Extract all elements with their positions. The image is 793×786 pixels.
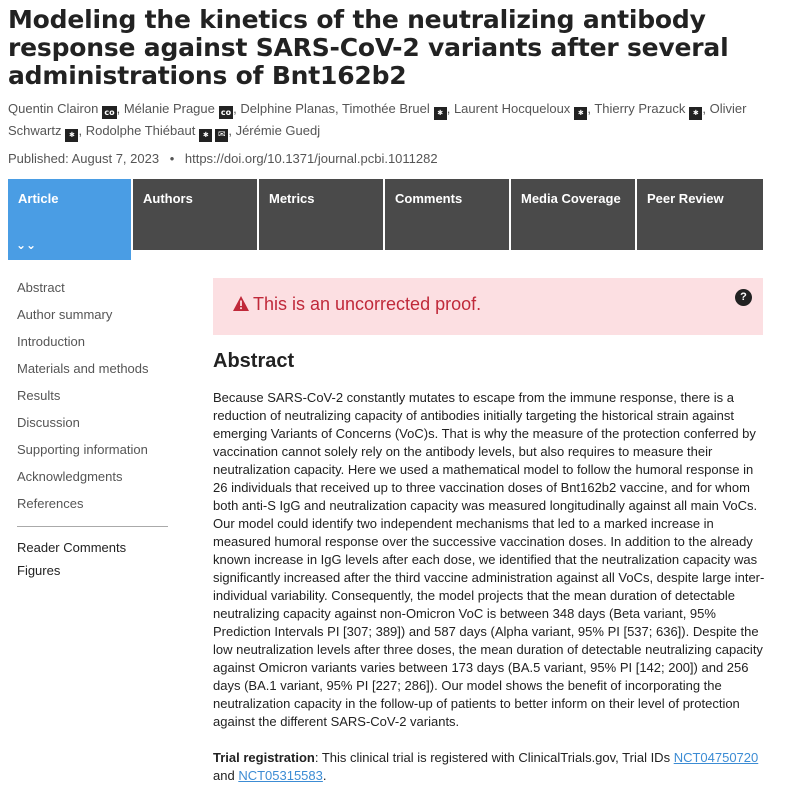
abstract-heading: Abstract [213,350,295,372]
author-separator: , [78,123,86,138]
abstract-body: Because SARS-CoV-2 constantly mutates to escape from the immune response, there is a reduction of neutralizing capacity of antibodies initially targeting the historical strain against emerging Variants of Concerns (VoC)s. That is why the measure of the protection conferred by vaccination cannot solely rely on the antibody levels, but also requires to measure their neutralization capacity. Here we used a mathematical model to follow the humoral response in 26 individuals that received up to three vaccination doses of Bnt162b2 vaccine, and for whom both anti-S IgG and neutralization capacity was measured longitudinally against all main VoCs. Our model could identify two independent mechanisms that led to a marked increase in measured humoral response over the successive vaccination doses. In addition to the already known increase in IgG levels after each dose, we identified that the neutralization capacity was significantly increased after the third vaccine administration against all VoCs, despite large inter-individual variability. Consequently, the model projects that the mean duration of detectable neutralizing capacity against non-Omicron VoC is between 348 days (Beta variant, 95% Prediction Intervals PI [307; 389]) and 587 days (Alpha variant, 95% PI [537; 636]). Despite the low neutralization levels after three doses, the mean duration of detectable neutralizing capacity against Omicron variants varies between 173 days (BA.5 variant, 95% PI [142; 200]) and 256 days (BA.1 variant, 95% PI [227; 286]). Our model shows the benefit of incorporating the neutralization capacity in the follow-up of patients to better inform on their level of protection against the different SARS-CoV-2 variants. [213,390,765,729]
warning-icon [233,296,249,311]
tab-media-coverage[interactable] [511,179,635,250]
author-separator: , [335,101,343,116]
author[interactable] [236,123,321,138]
tab-label: Metrics [269,191,315,206]
nav-author-summary[interactable]: Author summary [17,307,113,322]
affiliation-star-icon[interactable]: ✱ [689,107,702,120]
section-nav [17,278,169,585]
affiliation-star-icon[interactable]: ✱ [199,129,212,142]
equal-contributor-icon[interactable]: co [220,108,232,117]
author[interactable] [124,101,233,116]
proof-text: This is an uncorrected proof. [253,294,482,314]
nav-figures[interactable]: Figures [17,563,61,578]
author[interactable] [240,101,335,116]
author-name[interactable]: Olivier Schwartz [8,101,747,138]
nav-acknowledgments[interactable]: Acknowledgments [17,469,123,484]
author[interactable] [594,101,702,116]
article-title: Modeling the kinetics of the neutralizing antibody response against SARS-CoV-2 variants after several administrations of Bnt162b2 [8,5,729,90]
tab-label: Authors [143,191,193,206]
affiliation-star-icon[interactable]: ✱ [65,129,78,142]
author-name[interactable]: Timothée Bruel [342,101,430,116]
nav-discussion[interactable]: Discussion [17,415,80,430]
author-separator: , [233,101,241,116]
nav-references[interactable]: References [17,496,84,511]
author-name[interactable]: Thierry Prazuck [594,101,686,116]
nav-results[interactable]: Results [17,388,61,403]
article-tabs [8,179,763,261]
author-separator: , [587,101,595,116]
author-name[interactable]: Mélanie Prague [123,101,215,116]
trial-link-nct05315583[interactable]: NCT05315583 [238,768,323,783]
author[interactable] [8,101,117,116]
author-name[interactable]: Rodolphe Thiébaut [85,123,196,138]
publication-info [8,151,438,167]
author-name[interactable]: Quentin Clairon [8,101,99,116]
nav-supporting-information[interactable]: Supporting information [17,442,148,457]
published-date: Published: August 7, 2023 [8,151,160,166]
author-separator: , [228,123,236,138]
doi-link[interactable]: https://doi.org/10.1371/journal.pcbi.1011282 [184,151,438,166]
affiliation-star-icon[interactable]: ✱ [434,107,447,120]
affiliation-star-icon[interactable]: ✱ [574,107,587,120]
author-separator: , [446,101,454,116]
uncorrected-proof-banner [213,278,763,335]
author-name[interactable]: Laurent Hocqueloux [453,101,571,116]
tab-authors[interactable] [133,179,257,250]
tab-comments[interactable] [385,179,509,250]
equal-contributor-icon[interactable]: co [104,108,115,117]
trial-and: and [213,768,239,783]
trial-end: . [322,768,327,783]
author[interactable] [454,101,587,116]
separator-dot: • [169,151,175,166]
author-list [8,98,778,142]
chevron-down-icon[interactable]: ⌄⌄ [16,238,37,252]
tab-metrics[interactable] [259,179,383,250]
tab-label: Peer Review [647,191,724,206]
tab-label: Article [18,191,59,206]
tab-label: Comments [395,191,463,206]
tab-peer-review[interactable] [637,179,763,250]
tab-label: Media Coverage [521,191,621,206]
mail-icon[interactable]: ✉ [215,129,228,142]
author-name[interactable]: Jérémie Guedj [235,123,321,138]
author[interactable] [86,123,229,138]
tab-article[interactable] [8,179,131,260]
author-name[interactable]: Delphine Planas [240,101,336,116]
author[interactable] [342,101,447,116]
trial-text: : This clinical trial is registered with ClinicalTrials.gov, Trial IDs [314,750,674,765]
nav-materials-methods[interactable]: Materials and methods [17,361,149,376]
trial-link-nct04750720[interactable]: NCT04750720 [673,750,759,765]
nav-reader-comments[interactable]: Reader Comments [17,540,127,555]
author-separator: , [702,101,710,116]
author-separator: , [116,101,124,116]
nav-introduction[interactable]: Introduction [17,334,85,349]
trial-label: Trial registration [213,750,315,765]
nav-abstract[interactable]: Abstract [17,280,65,295]
trial-registration [213,749,773,785]
help-icon[interactable]: ? [735,289,752,306]
nav-divider [17,526,168,527]
proof-message [233,294,481,315]
